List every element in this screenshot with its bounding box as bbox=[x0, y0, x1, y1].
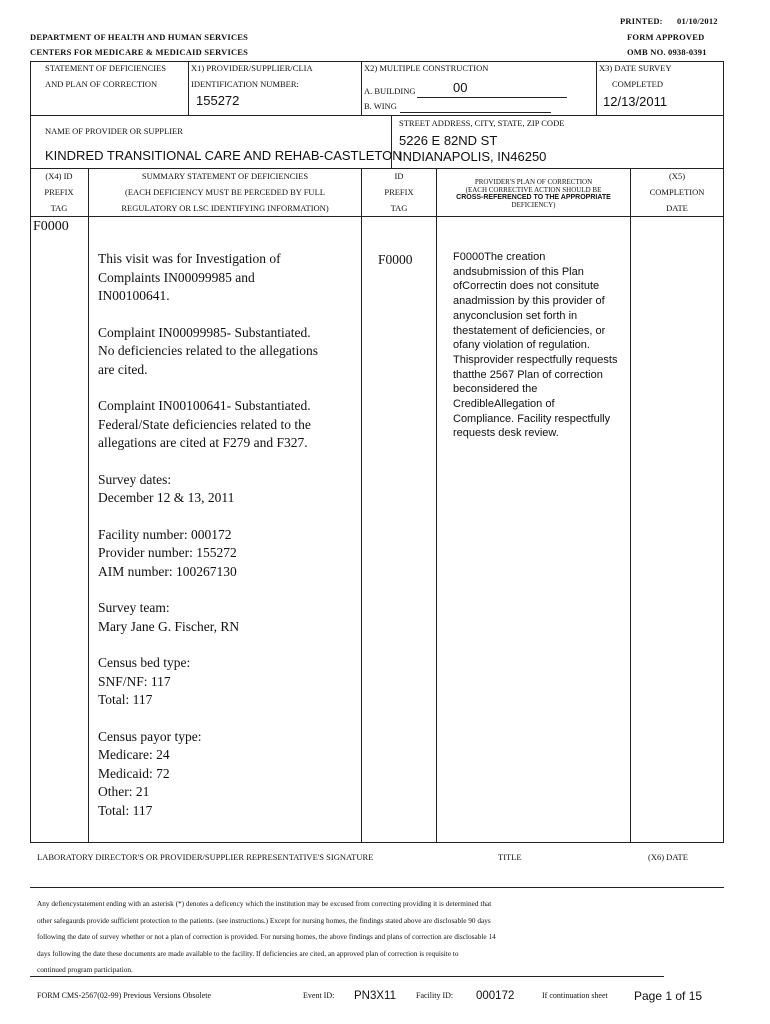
statement-label-1: STATEMENT OF DEFICIENCIES bbox=[45, 63, 167, 73]
provider-name-label: NAME OF PROVIDER OR SUPPLIER bbox=[45, 126, 183, 136]
summary-paragraph: Complaint IN00099985- Substantiated. No deficiencies related to the allegations are cited. bbox=[98, 324, 319, 377]
summary-paragraph: Complaint IN00100641- Substantiated. Federal/State deficiencies related to the allegations are cited at F279 and F327. bbox=[98, 398, 311, 450]
summary-paragraph: Census bed type: SNF/NF: 117 Total: 117 bbox=[98, 655, 191, 707]
id-header: ID PREFIX TAG bbox=[384, 171, 414, 213]
summary-header: SUMMARY STATEMENT OF DEFICIENCIES (EACH DEFICIENCY MUST BE PERCEDED BY FULL REGULATORY OR LSC IDENTIFYING INFORMATION) bbox=[121, 171, 329, 213]
event-id-label: Event ID: bbox=[303, 991, 335, 1000]
summary-statement bbox=[98, 250, 360, 838]
signature-label: LABORATORY DIRECTOR'S OR PROVIDER/SUPPLIER REPRESENTATIVE'S SIGNATURE bbox=[37, 852, 374, 862]
summary-paragraph: This visit was for Investigation of Complaints IN00099985 and IN00100641. bbox=[98, 251, 281, 303]
survey-completed-date: 12/13/2011 bbox=[603, 94, 668, 109]
city-state-zip: INDIANAPOLIS, IN46250 bbox=[399, 149, 547, 164]
x1-label-1: X1) PROVIDER/SUPPLIER/CLIA bbox=[191, 63, 313, 73]
x6-date-label: (X6) DATE bbox=[648, 852, 688, 862]
event-id-value: PN3X11 bbox=[354, 990, 396, 1002]
continuation-label: If continuation sheet bbox=[542, 991, 608, 1000]
plan-of-correction-text: F0000The creation andsubmission of this Plan ofCorrectin does not consitute anadmission by this provider of anyconclusion set forth in thestatement of deficiencies, or ofany violation of regulation. Thisprovider respectfully requests thatthe 2567 Plan of correction beconsidered the CredibleAllegation of Compliance. Facility respectfully requests desk review. bbox=[453, 251, 618, 440]
printed-label: PRINTED: bbox=[620, 16, 663, 26]
provider-number: 155272 bbox=[196, 93, 240, 108]
left-tag: F0000 bbox=[33, 219, 69, 234]
facility-id-label: Facility ID: bbox=[416, 991, 454, 1000]
form-approved: FORM APPROVED bbox=[627, 32, 705, 42]
disclaimer: Any defiencystatement ending with an asterisk (*) denotes a deficency which the institution may be excused from correcting providing it is determined that other safegaurds provide sufficient protection to the patients. (see instructions.) Except for nursing homes, the findings stated above are disclosable 90 days following the date of survey whether or not a plan of correction is provided. For nursing homes, the above findings and plans of correction are disclosable 14 days following the date these documents are made available to the facility. If deficiencies are cited, an approved plan of correction is requisite to continued program participation. bbox=[37, 899, 496, 974]
form-number: FORM CMS-2567(02-99) Previous Versions Obsolete bbox=[37, 991, 212, 1000]
frame-right bbox=[723, 61, 724, 843]
summary-paragraph: Survey team: Mary Jane G. Fischer, RN bbox=[98, 600, 240, 634]
x2-label: X2) MULTIPLE CONSTRUCTION bbox=[364, 63, 489, 73]
omb-number: OMB NO. 0938-0391 bbox=[627, 47, 707, 57]
title-label: TITLE bbox=[498, 852, 522, 862]
frame-bottom bbox=[30, 842, 724, 843]
wing-label: B. WING bbox=[364, 101, 397, 111]
summary-paragraph: Survey dates: December 12 & 13, 2011 bbox=[98, 471, 235, 505]
printed-date: 01/10/2012 bbox=[677, 16, 718, 26]
x1-label-2: IDENTIFICATION NUMBER: bbox=[191, 79, 299, 89]
provider-name: KINDRED TRANSITIONAL CARE AND REHAB-CASTLETON bbox=[45, 148, 402, 163]
facility-id-value: 000172 bbox=[476, 990, 515, 1002]
plan-header: PROVIDER'S PLAN OF CORRECTION (EACH CORRECTIVE ACTION SHOULD BE CROSS-REFERENCED TO THE APPROPRIATE DEFICIENCY) bbox=[456, 178, 611, 209]
summary-paragraph: Facility number: 000172 Provider number: 155272 AIM number: 100267130 bbox=[98, 526, 237, 579]
statement-label-2: AND PLAN OF CORRECTION bbox=[45, 79, 158, 89]
x3-label-2: COMPLETED bbox=[612, 79, 663, 89]
building-label: A. BUILDING bbox=[364, 86, 416, 96]
address-label: STREET ADDRESS, CITY, STATE, ZIP CODE bbox=[399, 118, 565, 128]
street-address: 5226 E 82ND ST bbox=[399, 133, 498, 148]
id-tag: F0000 bbox=[378, 252, 413, 267]
x5-header: (X5) COMPLETION DATE bbox=[649, 171, 705, 213]
page-number: Page 1 of 15 bbox=[634, 989, 703, 1003]
centers-title: CENTERS FOR MEDICARE & MEDICAID SERVICES bbox=[30, 47, 249, 57]
summary-paragraph: Census payor type: Medicare: 24 Medicaid: 72 Other: 21 Total: 117 bbox=[98, 728, 202, 818]
x4-header: (X4) ID PREFIX TAG bbox=[44, 171, 74, 213]
department-title: DEPARTMENT OF HEALTH AND HUMAN SERVICES bbox=[30, 32, 249, 42]
building-value: 00 bbox=[453, 80, 468, 95]
x3-label-1: X3) DATE SURVEY bbox=[599, 63, 672, 73]
